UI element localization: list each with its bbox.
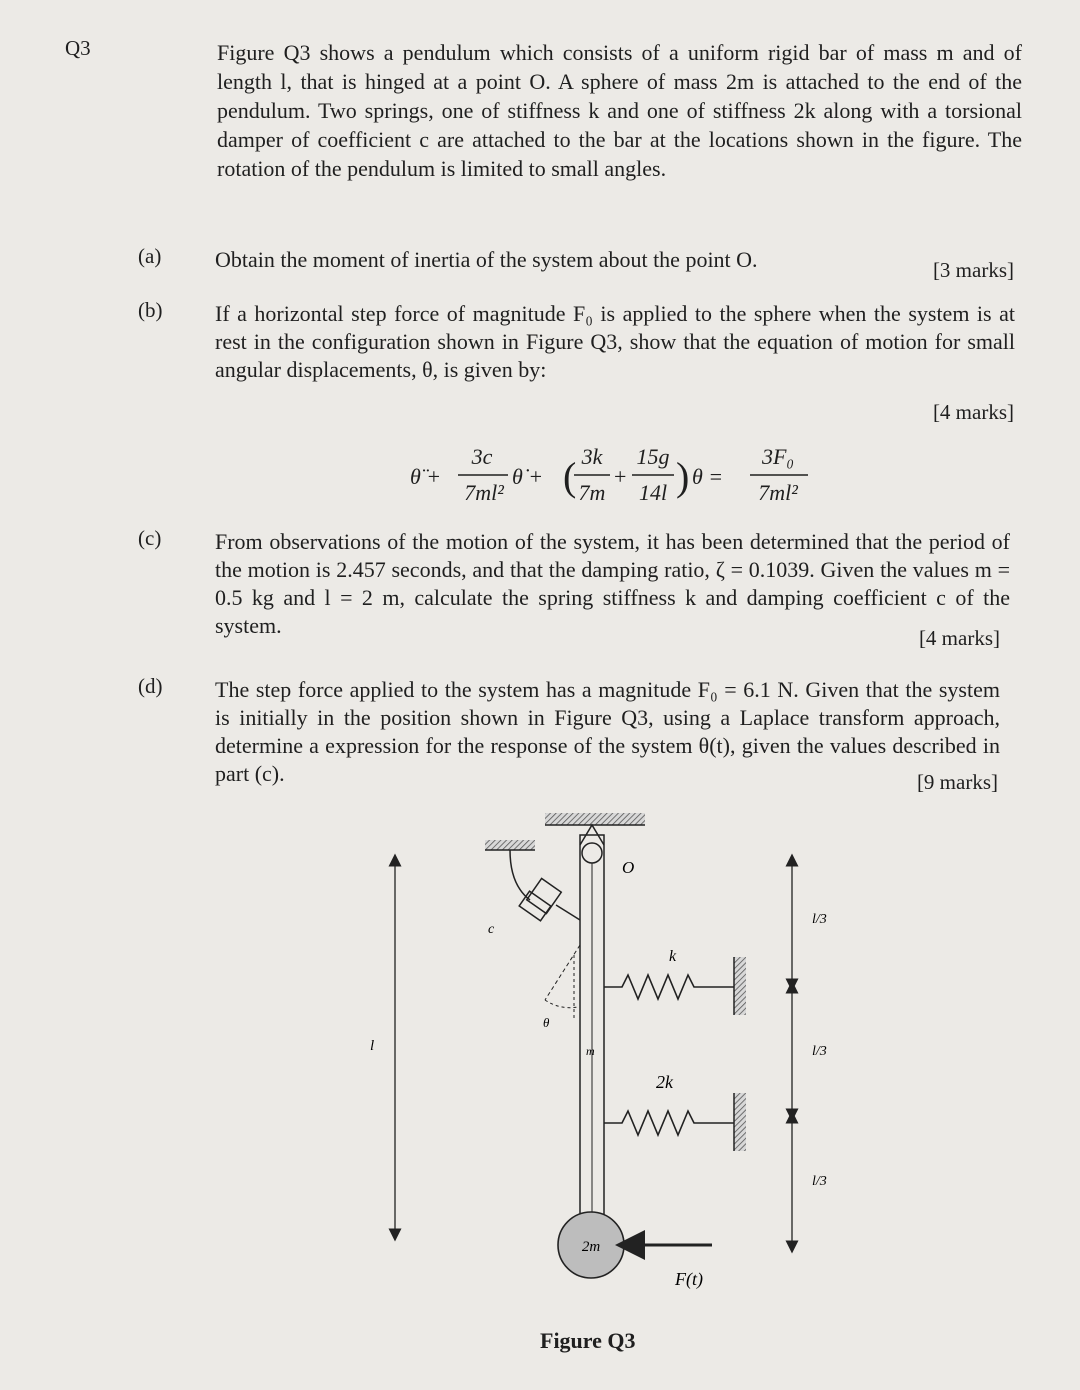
deflected-position-line (545, 945, 580, 1000)
segment-label-2: l/3 (812, 1044, 827, 1059)
eq-g-num: 15g (636, 444, 670, 469)
pivot-hinge (582, 843, 602, 863)
force-label: F(t) (675, 1269, 703, 1289)
eq-theta-dot: θ̇ + (512, 464, 544, 489)
part-b-text: If a horizontal step force of magnitude F₀ is applied to the sphere when the system is at rest in the configuration shown in Figure Q3, show that the equation of motion for small angular displacements, θ, is given by: (215, 301, 1015, 382)
part-c-marks: [4 marks] (918, 626, 1000, 650)
part-b-marks: [4 marks] (932, 400, 1014, 424)
question-number: Q3 (65, 36, 91, 60)
eq-c-den: 7ml² (464, 480, 504, 505)
ceiling-support (545, 813, 645, 825)
eq-k-den: 7m (578, 480, 606, 505)
segment-label-1: l/3 (812, 912, 827, 927)
eq-rparen: ) (676, 454, 690, 499)
part-a-label: (a) (138, 244, 162, 268)
pendulum-figure (360, 805, 840, 1345)
eq-f-den: 7ml² (758, 480, 798, 505)
spring-2k (604, 1093, 746, 1151)
spring-k-label: k (669, 948, 677, 965)
eq-lparen: ( (563, 454, 577, 499)
part-b-label: (b) (138, 298, 163, 322)
damper-wall (485, 840, 535, 850)
part-a-marks: [3 marks] (932, 258, 1014, 282)
question-intro: Figure Q3 shows a pendulum which consists of a uniform rigid bar of mass m and of length l, that is hinged at a point O. A sphere of mass 2m is attached to the end of the pendulum. Two springs, one of stiffness k and one of stiffness 2k along with a torsional damper of coefficient c are attached to the bar at the locations shown in the figure. The rotation of the pendulum is limited to small angles. (217, 40, 1022, 181)
angle-label: θ (543, 1015, 550, 1030)
eq-plus: + (614, 464, 627, 489)
spring-k (604, 957, 746, 1015)
sphere-label: 2m (581, 1239, 601, 1255)
damper-label: c (488, 922, 495, 937)
part-c-label: (c) (138, 526, 162, 550)
angle-arc (545, 1000, 578, 1008)
length-label: l (370, 1038, 375, 1054)
eq-f-num: 3F₀ (761, 444, 795, 469)
part-d-text: The step force applied to the system has a magnitude F₀ = 6.1 N. Given that the system is initially in the position shown in Figure Q3, using a Laplace transform approach, determine a expression for the response of the system θ(t), given the values described in part (c). (215, 677, 1000, 786)
part-c-text: From observations of the motion of the system, it has been determined that the period of the motion is 2.457 seconds, and that the damping ratio, ζ = 0.1039. Given the values m = 0.5 kg and l = 2 m, calculate the spring stiffness k and damping coefficient c of the system. (215, 529, 1010, 638)
eq-g-den: 14l (638, 480, 668, 505)
figure-caption: Figure Q3 (540, 1328, 636, 1353)
torsional-damper (510, 850, 580, 921)
spring-2k-label: 2k (656, 1072, 673, 1092)
eq-theta-ddot: θ̈ + (410, 464, 442, 489)
part-a-text: Obtain the moment of inertia of the system about the point O. (215, 247, 758, 272)
eq-c-num: 3c (471, 444, 493, 469)
pivot-label: O (622, 858, 635, 877)
eq-theta-equals: θ = (692, 464, 724, 489)
eq-k-num: 3k (581, 444, 603, 469)
equation-of-motion (410, 442, 830, 512)
part-d-label: (d) (138, 674, 163, 698)
bar-mass-label: m (586, 1044, 595, 1058)
part-d-marks: [9 marks] (916, 770, 998, 794)
segment-label-3: l/3 (812, 1174, 827, 1189)
